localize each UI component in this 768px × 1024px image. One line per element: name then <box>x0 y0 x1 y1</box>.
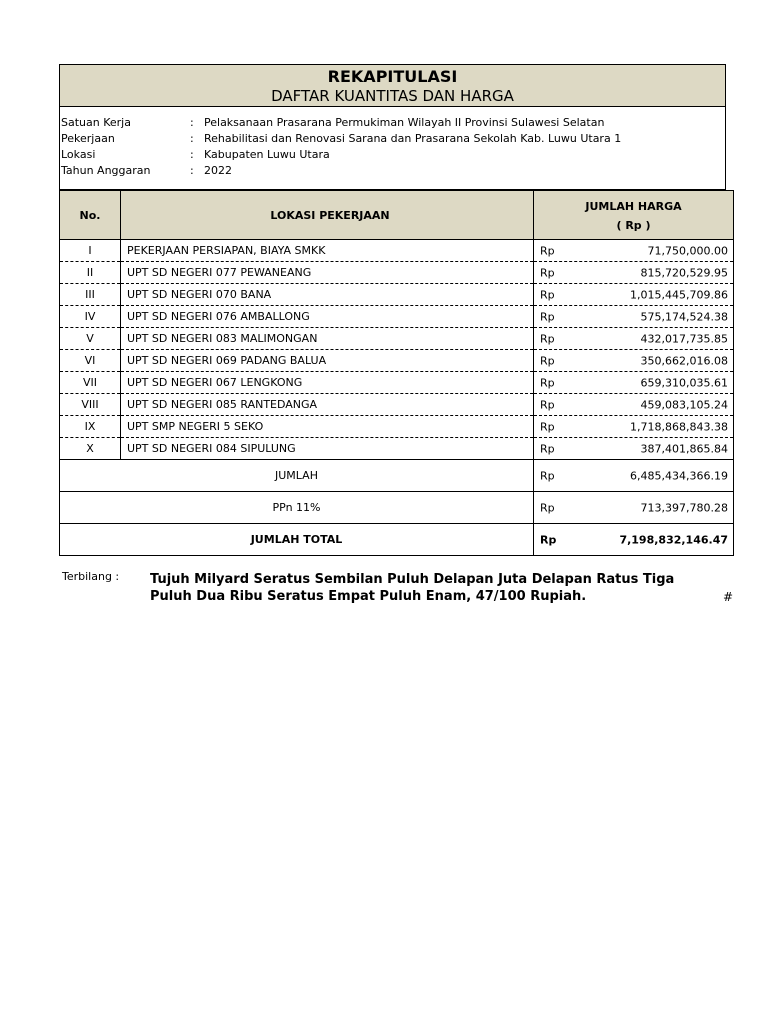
row-harga <box>534 350 734 372</box>
row-harga <box>534 394 734 416</box>
recap-table <box>59 190 734 556</box>
table-header-row <box>60 191 734 240</box>
row-lokasi: PEKERJAAN PERSIAPAN, BIAYA SMKK <box>121 240 534 262</box>
row-lokasi: UPT SD NEGERI 069 PADANG BALUA <box>121 350 534 372</box>
row-no: III <box>60 284 121 306</box>
row-no: VIII <box>60 394 121 416</box>
summary-harga <box>534 460 734 492</box>
row-currency: Rp <box>540 244 555 257</box>
row-amount: 350,662,016.08 <box>640 354 728 367</box>
table-row <box>60 262 734 284</box>
info-colon: : <box>190 148 194 161</box>
header-lokasi: LOKASI PEKERJAAN <box>121 191 534 240</box>
info-label: Pekerjaan <box>61 132 115 145</box>
info-box <box>59 107 726 190</box>
summary-row-total <box>60 524 734 556</box>
row-amount: 459,083,105.24 <box>640 398 728 411</box>
row-amount: 1,718,868,843.38 <box>630 420 728 433</box>
info-label: Tahun Anggaran <box>61 164 151 177</box>
row-lokasi: UPT SD NEGERI 070 BANA <box>121 284 534 306</box>
table-row <box>60 372 734 394</box>
row-amount: 71,750,000.00 <box>647 244 728 257</box>
row-currency: Rp <box>540 288 555 301</box>
info-label: Lokasi <box>61 148 96 161</box>
row-amount: 659,310,035.61 <box>640 376 728 389</box>
hash-mark: # <box>723 590 734 604</box>
header-no: No. <box>60 191 121 240</box>
row-currency: Rp <box>540 310 555 323</box>
summary-currency: Rp <box>540 469 555 482</box>
row-currency: Rp <box>540 442 555 455</box>
row-lokasi: UPT SD NEGERI 077 PEWANEANG <box>121 262 534 284</box>
row-lokasi: UPT SD NEGERI 084 SIPULUNG <box>121 438 534 460</box>
info-colon: : <box>190 116 194 129</box>
row-harga <box>534 372 734 394</box>
summary-label: JUMLAH TOTAL <box>60 524 534 556</box>
summary-amount: 713,397,780.28 <box>640 501 728 514</box>
table-row <box>60 438 734 460</box>
row-no: V <box>60 328 121 350</box>
title-box <box>59 64 726 107</box>
row-harga <box>534 306 734 328</box>
row-no: VI <box>60 350 121 372</box>
row-amount: 815,720,529.95 <box>640 266 728 279</box>
row-lokasi: UPT SD NEGERI 067 LENGKONG <box>121 372 534 394</box>
recap-sheet <box>59 64 726 556</box>
row-currency: Rp <box>540 354 555 367</box>
row-harga <box>534 438 734 460</box>
row-no: IX <box>60 416 121 438</box>
summary-amount: 6,485,434,366.19 <box>630 469 728 482</box>
row-lokasi: UPT SD NEGERI 076 AMBALLONG <box>121 306 534 328</box>
summary-row-jumlah <box>60 460 734 492</box>
row-currency: Rp <box>540 266 555 279</box>
row-harga <box>534 240 734 262</box>
summary-row-ppn <box>60 492 734 524</box>
summary-harga <box>534 524 734 556</box>
table-row <box>60 394 734 416</box>
summary-amount: 7,198,832,146.47 <box>619 533 728 546</box>
row-currency: Rp <box>540 376 555 389</box>
table-row <box>60 306 734 328</box>
row-lokasi: UPT SMP NEGERI 5 SEKO <box>121 416 534 438</box>
table-row <box>60 416 734 438</box>
page-title: REKAPITULASI <box>327 67 458 86</box>
row-no: I <box>60 240 121 262</box>
row-no: IV <box>60 306 121 328</box>
summary-label: PPn 11% <box>60 492 534 524</box>
row-harga <box>534 262 734 284</box>
info-value: Pelaksanaan Prasarana Permukiman Wilayah II Provinsi Sulawesi Selatan <box>204 116 605 129</box>
row-harga <box>534 328 734 350</box>
summary-currency: Rp <box>540 533 557 546</box>
info-value: Kabupaten Luwu Utara <box>204 148 330 161</box>
summary-label: JUMLAH <box>60 460 534 492</box>
terbilang-text: Tujuh Milyard Seratus Sembilan Puluh Delapan Juta Delapan Ratus Tiga Puluh Dua Ribu Seratus Empat Puluh Enam, 47/100 Rupiah. <box>150 572 675 604</box>
row-lokasi: UPT SD NEGERI 085 RANTEDANGA <box>121 394 534 416</box>
row-currency: Rp <box>540 332 555 345</box>
header-jumlah-harga <box>534 191 734 240</box>
row-amount: 575,174,524.38 <box>640 310 728 323</box>
row-harga <box>534 284 734 306</box>
row-amount: 432,017,735.85 <box>640 332 728 345</box>
page-subtitle: DAFTAR KUANTITAS DAN HARGA <box>271 87 514 105</box>
row-lokasi: UPT SD NEGERI 083 MALIMONGAN <box>121 328 534 350</box>
row-currency: Rp <box>540 420 555 433</box>
row-no: VII <box>60 372 121 394</box>
row-harga <box>534 416 734 438</box>
row-no: II <box>60 262 121 284</box>
header-unit-label: ( Rp ) <box>616 219 651 232</box>
info-label: Satuan Kerja <box>61 116 131 129</box>
info-colon: : <box>190 164 194 177</box>
row-amount: 387,401,865.84 <box>640 442 728 455</box>
row-amount: 1,015,445,709.86 <box>630 288 728 301</box>
table-row <box>60 240 734 262</box>
row-currency: Rp <box>540 398 555 411</box>
summary-currency: Rp <box>540 501 555 514</box>
row-no: X <box>60 438 121 460</box>
table-row <box>60 350 734 372</box>
info-value: Rehabilitasi dan Renovasi Sarana dan Prasarana Sekolah Kab. Luwu Utara 1 <box>204 132 622 145</box>
table-row <box>60 328 734 350</box>
header-jumlah-label: JUMLAH HARGA <box>585 200 682 213</box>
table-row <box>60 284 734 306</box>
terbilang-label: Terbilang : <box>62 570 120 583</box>
summary-harga <box>534 492 734 524</box>
info-value: 2022 <box>204 164 232 177</box>
info-colon: : <box>190 132 194 145</box>
